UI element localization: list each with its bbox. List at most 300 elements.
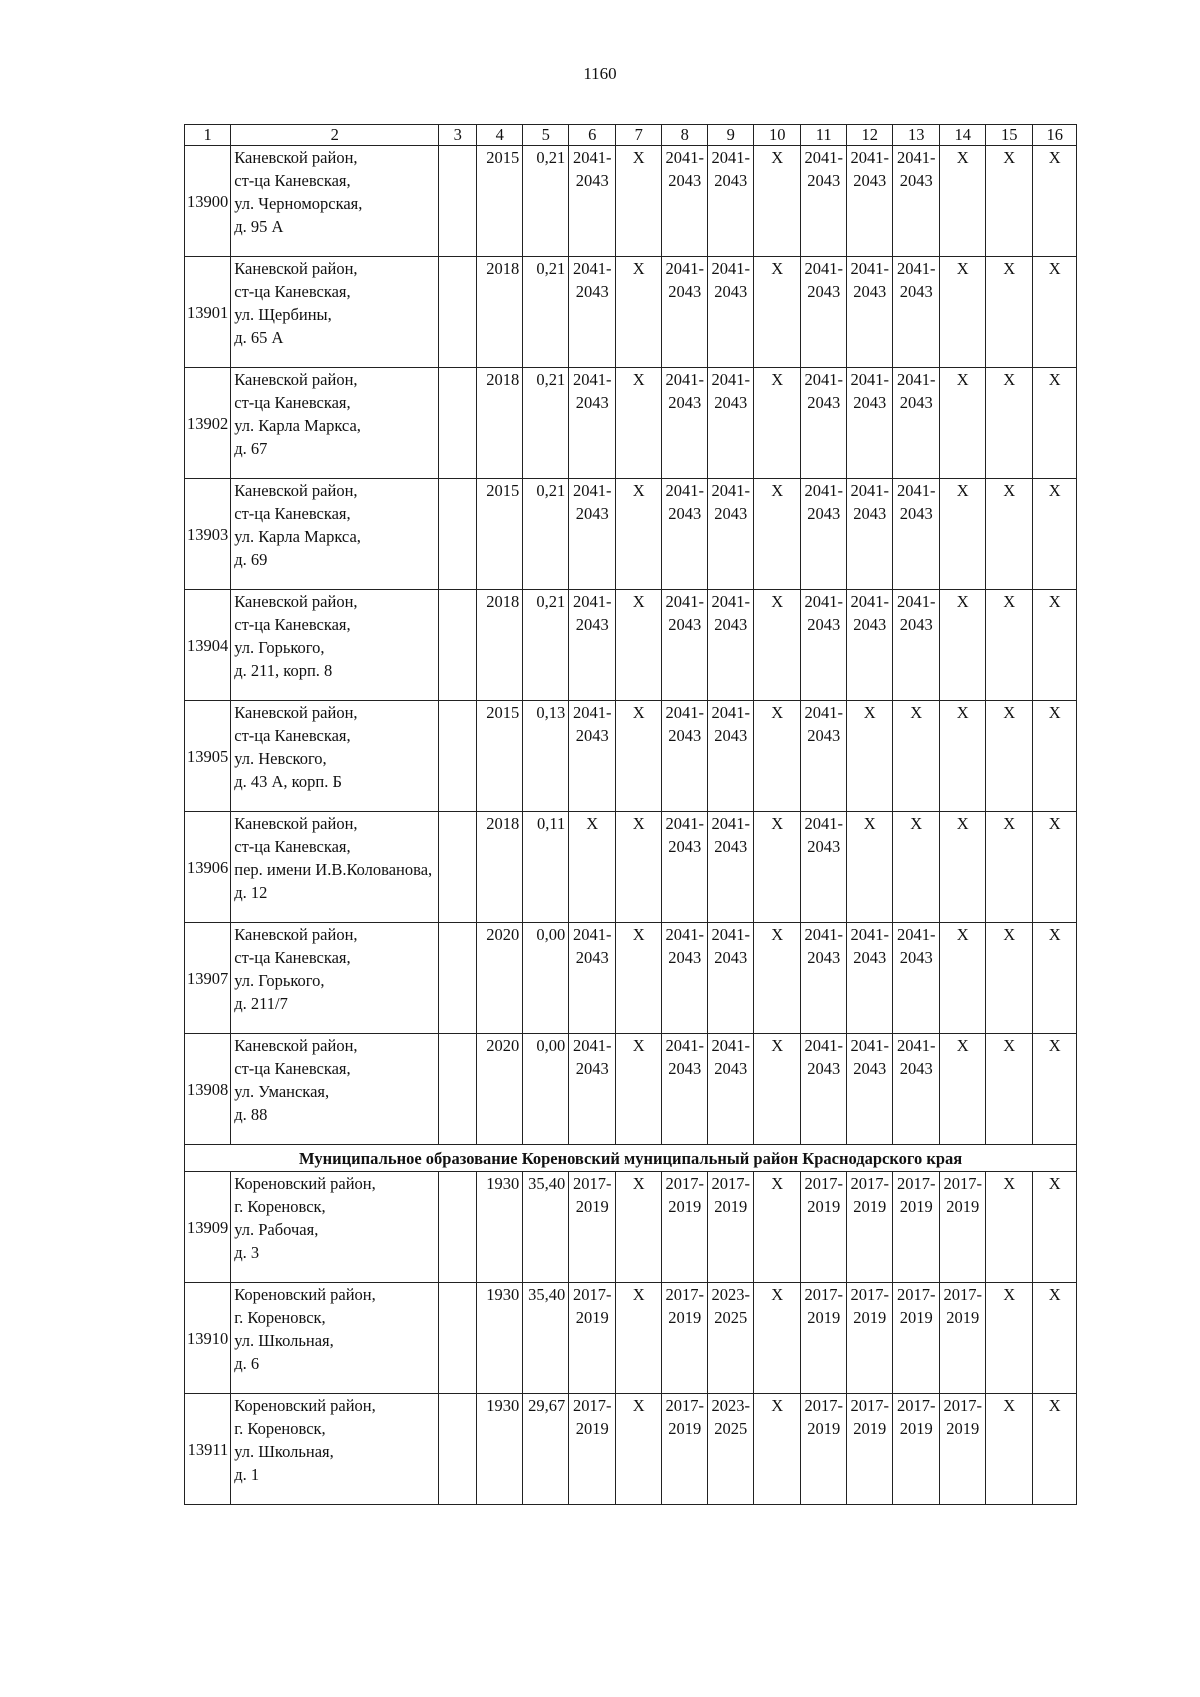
cell-col-12 [847, 923, 893, 1034]
cell-col-11 [801, 1283, 847, 1394]
cell-col-11 [801, 590, 847, 701]
period-end: 2043 [899, 504, 933, 523]
cell-col-16: X [1033, 701, 1077, 812]
cell-col-6 [569, 1394, 616, 1505]
cell-col-7: X [616, 368, 662, 479]
period-end: 2019 [575, 1308, 609, 1327]
cell-col-10: X [754, 923, 801, 1034]
period-end: 2019 [668, 1419, 702, 1438]
period-start: 2041- [850, 592, 889, 611]
address-line: д. 12 [234, 883, 268, 902]
table-row [185, 701, 1077, 812]
cell-col-12 [847, 146, 893, 257]
period-start: 2023- [711, 1396, 750, 1415]
cell-col-9 [708, 923, 754, 1034]
address-line: д. 65 А [234, 328, 284, 347]
period-end: 2019 [575, 1197, 609, 1216]
address-line: Каневской район, [234, 148, 358, 167]
cell-col-13 [893, 1034, 940, 1145]
cell-col-8 [662, 479, 708, 590]
record-number: 13901 [185, 257, 231, 368]
address-line: ст-ца Каневская, [234, 171, 351, 190]
address-line: д. 211, корп. 8 [234, 661, 333, 680]
address-line: ул. Горького, [234, 971, 325, 990]
period-end: 2019 [668, 1308, 702, 1327]
cell-col-8 [662, 146, 708, 257]
cell-col-15: X [986, 923, 1033, 1034]
period-start: 2041- [804, 481, 843, 500]
period-start: 2017- [573, 1174, 612, 1193]
table-row [185, 590, 1077, 701]
cell-col-7: X [616, 146, 662, 257]
period-start: 2041- [573, 370, 612, 389]
column-header: 9 [708, 125, 754, 146]
period-end: 2043 [714, 504, 748, 523]
cell-col-6 [569, 923, 616, 1034]
cell-col-16: X [1033, 1172, 1077, 1283]
cell-col-3 [439, 812, 477, 923]
period-end: 2019 [946, 1308, 980, 1327]
period-end: 2043 [575, 393, 609, 412]
column-header: 8 [662, 125, 708, 146]
cell-col-10: X [754, 812, 801, 923]
cell-col-10: X [754, 1034, 801, 1145]
cell-col-4: 2015 [477, 701, 523, 812]
address-line: ул. Черноморская, [234, 194, 363, 213]
address-line: д. 3 [234, 1243, 260, 1262]
cell-col-9 [708, 701, 754, 812]
period-end: 2043 [575, 948, 609, 967]
column-header: 10 [754, 125, 801, 146]
address-cell [231, 146, 439, 257]
cell-col-14: X [940, 368, 986, 479]
period-end: 2019 [853, 1197, 887, 1216]
cell-col-10: X [754, 1172, 801, 1283]
cell-col-5: 0,21 [523, 590, 569, 701]
address-line: Кореновский район, [234, 1174, 376, 1193]
cell-col-8 [662, 257, 708, 368]
period-start: 2041- [897, 1036, 936, 1055]
period-start: 2017- [573, 1396, 612, 1415]
period-start: 2041- [665, 481, 704, 500]
period-start: 2041- [711, 481, 750, 500]
cell-col-16: X [1033, 146, 1077, 257]
address-line: ст-ца Каневская, [234, 615, 351, 634]
cell-col-15: X [986, 1283, 1033, 1394]
cell-col-13 [893, 146, 940, 257]
period-start: 2041- [897, 925, 936, 944]
cell-col-5: 0,21 [523, 257, 569, 368]
period-start: 2017- [943, 1174, 982, 1193]
address-line: д. 95 А [234, 217, 284, 236]
cell-col-11 [801, 1034, 847, 1145]
record-number: 13911 [185, 1394, 231, 1505]
address-cell [231, 923, 439, 1034]
period-end: 2043 [853, 948, 887, 967]
period-start: 2041- [897, 370, 936, 389]
period-end: 2019 [853, 1419, 887, 1438]
cell-col-15: X [986, 1394, 1033, 1505]
period-end: 2043 [853, 615, 887, 634]
period-start: 2017- [711, 1174, 750, 1193]
period-end: 2019 [899, 1419, 933, 1438]
address-cell [231, 1283, 439, 1394]
cell-col-8 [662, 1034, 708, 1145]
period-end: 2043 [807, 726, 841, 745]
cell-col-12 [847, 1394, 893, 1505]
cell-col-12: X [847, 812, 893, 923]
period-end: 2019 [807, 1419, 841, 1438]
cell-col-8 [662, 1172, 708, 1283]
column-header: 13 [893, 125, 940, 146]
period-start: 2041- [897, 148, 936, 167]
cell-col-11 [801, 479, 847, 590]
period-end: 2043 [668, 726, 702, 745]
record-number: 13906 [185, 812, 231, 923]
address-line: д. 6 [234, 1354, 260, 1373]
cell-col-3 [439, 146, 477, 257]
cell-col-3 [439, 1283, 477, 1394]
column-header: 5 [523, 125, 569, 146]
cell-col-6 [569, 257, 616, 368]
cell-col-3 [439, 1034, 477, 1145]
period-end: 2043 [575, 726, 609, 745]
cell-col-15: X [986, 1034, 1033, 1145]
address-line: Каневской район, [234, 925, 358, 944]
period-end: 2043 [899, 948, 933, 967]
period-end: 2043 [575, 615, 609, 634]
period-start: 2017- [665, 1174, 704, 1193]
cell-col-5: 35,40 [523, 1172, 569, 1283]
table-row [185, 923, 1077, 1034]
cell-col-9 [708, 1172, 754, 1283]
period-start: 2041- [711, 814, 750, 833]
cell-col-10: X [754, 257, 801, 368]
period-start: 2041- [665, 814, 704, 833]
period-start: 2017- [665, 1396, 704, 1415]
address-line: ст-ца Каневская, [234, 837, 351, 856]
section-heading-row [185, 1145, 1077, 1172]
cell-col-13 [893, 590, 940, 701]
record-number: 13904 [185, 590, 231, 701]
cell-col-12: X [847, 701, 893, 812]
cell-col-11 [801, 701, 847, 812]
cell-col-9 [708, 146, 754, 257]
cell-col-14 [940, 1172, 986, 1283]
address-line: Кореновский район, [234, 1396, 376, 1415]
cell-col-12 [847, 257, 893, 368]
period-end: 2043 [853, 393, 887, 412]
cell-col-13: X [893, 701, 940, 812]
cell-col-8 [662, 368, 708, 479]
cell-col-14: X [940, 923, 986, 1034]
period-end: 2043 [668, 837, 702, 856]
period-start: 2041- [897, 259, 936, 278]
period-start: 2041- [804, 148, 843, 167]
cell-col-7: X [616, 701, 662, 812]
cell-col-16: X [1033, 1394, 1077, 1505]
address-line: ул. Уманская, [234, 1082, 330, 1101]
period-start: 2041- [665, 148, 704, 167]
cell-col-15: X [986, 590, 1033, 701]
cell-col-3 [439, 479, 477, 590]
cell-col-14: X [940, 812, 986, 923]
period-start: 2041- [897, 592, 936, 611]
address-line: д. 1 [234, 1465, 260, 1484]
cell-col-16: X [1033, 1034, 1077, 1145]
cell-col-9 [708, 590, 754, 701]
period-end: 2025 [714, 1308, 748, 1327]
address-line: Каневской район, [234, 370, 358, 389]
address-cell [231, 590, 439, 701]
period-end: 2043 [575, 171, 609, 190]
period-end: 2043 [668, 948, 702, 967]
column-header: 4 [477, 125, 523, 146]
address-cell [231, 1172, 439, 1283]
address-line: ст-ца Каневская, [234, 282, 351, 301]
column-header: 7 [616, 125, 662, 146]
cell-col-13: X [893, 812, 940, 923]
address-cell [231, 1394, 439, 1505]
address-line: ул. Карла Маркса, [234, 416, 361, 435]
period-end: 2043 [807, 282, 841, 301]
address-line: ул. Невского, [234, 749, 327, 768]
period-end: 2043 [714, 615, 748, 634]
period-end: 2043 [853, 1059, 887, 1078]
address-line: ул. Школьная, [234, 1331, 334, 1350]
record-number: 13908 [185, 1034, 231, 1145]
cell-col-4: 1930 [477, 1283, 523, 1394]
period-start: 2041- [804, 370, 843, 389]
period-end: 2019 [946, 1419, 980, 1438]
period-start: 2041- [711, 925, 750, 944]
period-start: 2023- [711, 1285, 750, 1304]
table-row [185, 479, 1077, 590]
cell-col-3 [439, 923, 477, 1034]
period-end: 2043 [807, 615, 841, 634]
cell-col-10: X [754, 368, 801, 479]
period-start: 2041- [665, 925, 704, 944]
period-end: 2043 [668, 504, 702, 523]
cell-col-15: X [986, 701, 1033, 812]
cell-col-4: 2018 [477, 368, 523, 479]
period-end: 2043 [714, 1059, 748, 1078]
period-start: 2017- [804, 1396, 843, 1415]
cell-col-4: 2018 [477, 812, 523, 923]
address-cell [231, 701, 439, 812]
address-line: Каневской район, [234, 703, 358, 722]
cell-col-11 [801, 257, 847, 368]
period-end: 2043 [714, 837, 748, 856]
cell-col-10: X [754, 479, 801, 590]
column-header: 6 [569, 125, 616, 146]
period-start: 2041- [711, 370, 750, 389]
period-end: 2043 [853, 282, 887, 301]
cell-col-16: X [1033, 368, 1077, 479]
page-number: 1160 [583, 64, 617, 83]
address-line: Каневской район, [234, 259, 358, 278]
period-start: 2041- [573, 703, 612, 722]
column-header: 15 [986, 125, 1033, 146]
period-start: 2017- [665, 1285, 704, 1304]
cell-col-16: X [1033, 1283, 1077, 1394]
address-line: ул. Карла Маркса, [234, 527, 361, 546]
cell-col-15: X [986, 812, 1033, 923]
cell-col-12 [847, 368, 893, 479]
period-start: 2017- [573, 1285, 612, 1304]
period-end: 2043 [853, 171, 887, 190]
period-start: 2041- [804, 814, 843, 833]
record-number: 13905 [185, 701, 231, 812]
period-end: 2019 [807, 1308, 841, 1327]
period-start: 2017- [850, 1396, 889, 1415]
column-header: 14 [940, 125, 986, 146]
address-line: д. 67 [234, 439, 268, 458]
address-line: д. 88 [234, 1105, 268, 1124]
address-line: ул. Горького, [234, 638, 325, 657]
period-end: 2043 [807, 504, 841, 523]
cell-col-15: X [986, 368, 1033, 479]
period-start: 2041- [573, 148, 612, 167]
address-line: г. Кореновск, [234, 1197, 326, 1216]
cell-col-10: X [754, 701, 801, 812]
address-line: д. 43 А, корп. Б [234, 772, 342, 791]
record-number: 13909 [185, 1172, 231, 1283]
cell-col-14: X [940, 479, 986, 590]
cell-col-10: X [754, 146, 801, 257]
cell-col-5: 0,13 [523, 701, 569, 812]
cell-col-4: 2015 [477, 146, 523, 257]
period-start: 2041- [573, 481, 612, 500]
period-end: 2019 [575, 1419, 609, 1438]
cell-col-10: X [754, 1394, 801, 1505]
cell-col-5: 0,00 [523, 1034, 569, 1145]
cell-col-3 [439, 1394, 477, 1505]
cell-col-14: X [940, 257, 986, 368]
period-end: 2043 [714, 393, 748, 412]
section-heading: Муниципальное образование Кореновский муниципальный район Краснодарского края [185, 1145, 1077, 1172]
period-start: 2041- [804, 925, 843, 944]
period-start: 2041- [711, 703, 750, 722]
cell-col-8 [662, 590, 708, 701]
period-start: 2017- [943, 1396, 982, 1415]
address-line: ст-ца Каневская, [234, 948, 351, 967]
cell-col-6 [569, 1172, 616, 1283]
address-line: д. 211/7 [234, 994, 288, 1013]
cell-col-9 [708, 368, 754, 479]
cell-col-15: X [986, 479, 1033, 590]
cell-col-6 [569, 701, 616, 812]
table-row [185, 368, 1077, 479]
cell-col-7: X [616, 257, 662, 368]
period-end: 2043 [807, 948, 841, 967]
cell-col-11 [801, 1172, 847, 1283]
cell-col-6 [569, 1283, 616, 1394]
cell-col-12 [847, 479, 893, 590]
column-header-row [185, 125, 1077, 146]
cell-col-13 [893, 479, 940, 590]
period-end: 2025 [714, 1419, 748, 1438]
cell-col-11 [801, 923, 847, 1034]
address-line: пер. имени И.В.Колованова, [234, 860, 433, 879]
cell-col-7: X [616, 1034, 662, 1145]
address-cell [231, 479, 439, 590]
cell-col-13 [893, 1394, 940, 1505]
cell-col-6 [569, 1034, 616, 1145]
cell-col-10: X [754, 1283, 801, 1394]
cell-col-8 [662, 923, 708, 1034]
period-end: 2043 [899, 282, 933, 301]
cell-col-13 [893, 1172, 940, 1283]
period-start: 2041- [665, 370, 704, 389]
record-number: 13910 [185, 1283, 231, 1394]
period-end: 2043 [853, 504, 887, 523]
period-end: 2043 [668, 393, 702, 412]
period-end: 2043 [899, 615, 933, 634]
period-start: 2041- [804, 592, 843, 611]
cell-col-14: X [940, 146, 986, 257]
period-end: 2043 [899, 1059, 933, 1078]
cell-col-4: 2020 [477, 923, 523, 1034]
cell-col-9 [708, 812, 754, 923]
column-header: 1 [185, 125, 231, 146]
column-header: 12 [847, 125, 893, 146]
cell-col-11 [801, 812, 847, 923]
period-start: 2041- [850, 1036, 889, 1055]
period-end: 2043 [714, 282, 748, 301]
period-start: 2041- [573, 925, 612, 944]
address-line: г. Кореновск, [234, 1308, 326, 1327]
cell-col-13 [893, 923, 940, 1034]
cell-col-4: 2015 [477, 479, 523, 590]
cell-col-9 [708, 479, 754, 590]
period-start: 2017- [850, 1285, 889, 1304]
address-line: Каневской район, [234, 481, 358, 500]
cell-col-3 [439, 590, 477, 701]
period-end: 2043 [575, 1059, 609, 1078]
cell-col-8 [662, 812, 708, 923]
address-line: ст-ца Каневская, [234, 393, 351, 412]
cell-col-12 [847, 1034, 893, 1145]
address-line: Каневской район, [234, 592, 358, 611]
period-end: 2043 [807, 171, 841, 190]
period-start: 2017- [943, 1285, 982, 1304]
cell-col-6 [569, 590, 616, 701]
record-number: 13902 [185, 368, 231, 479]
period-end: 2043 [668, 1059, 702, 1078]
period-end: 2043 [714, 171, 748, 190]
cell-col-12 [847, 1172, 893, 1283]
period-end: 2043 [668, 282, 702, 301]
cell-col-9 [708, 1394, 754, 1505]
cell-col-11 [801, 368, 847, 479]
address-cell [231, 257, 439, 368]
period-end: 2043 [807, 393, 841, 412]
address-line: Кореновский район, [234, 1285, 376, 1304]
cell-col-4: 2018 [477, 590, 523, 701]
cell-col-8 [662, 1283, 708, 1394]
table-body [185, 125, 1077, 1505]
cell-col-5: 0,21 [523, 479, 569, 590]
cell-col-5: 0,11 [523, 812, 569, 923]
cell-col-16: X [1033, 479, 1077, 590]
address-line: ул. Школьная, [234, 1442, 334, 1461]
table-row [185, 1034, 1077, 1145]
column-header: 2 [231, 125, 439, 146]
period-start: 2041- [850, 259, 889, 278]
period-end: 2019 [668, 1197, 702, 1216]
period-start: 2041- [850, 148, 889, 167]
